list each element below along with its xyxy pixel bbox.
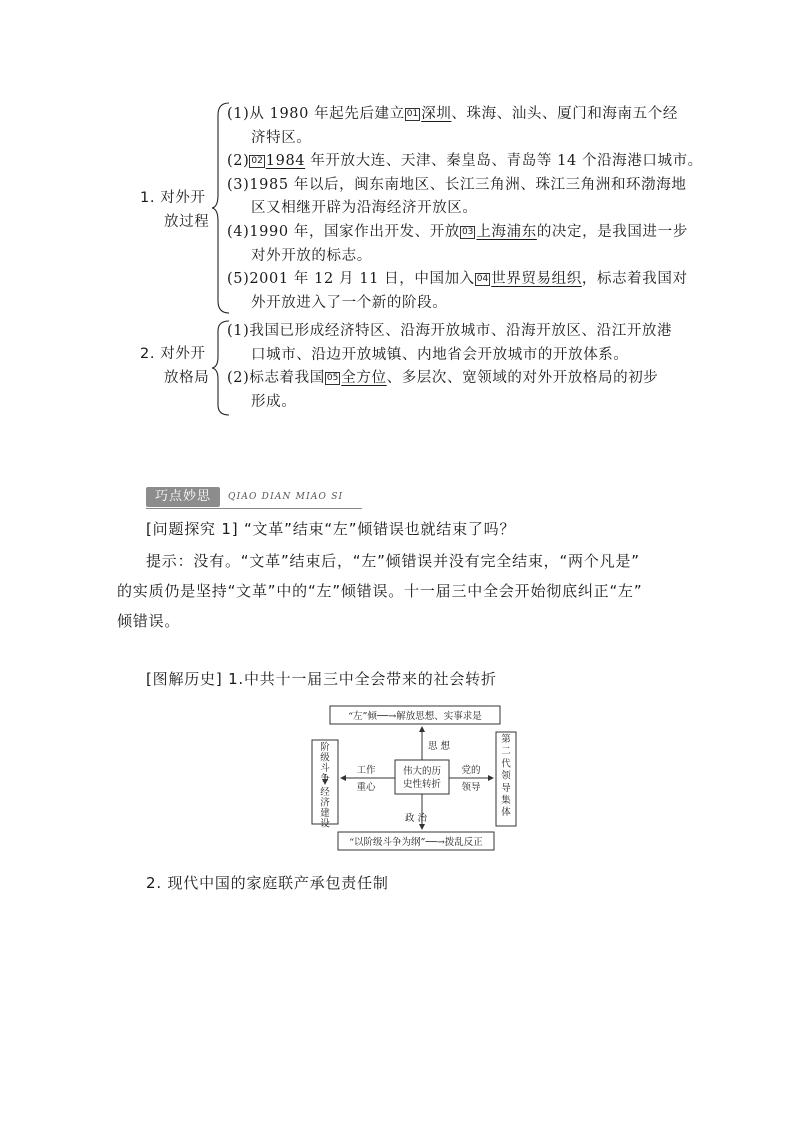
section-1-item-1-line-1 — [227, 102, 678, 123]
section-2-item-1-line-2 — [251, 343, 629, 364]
outline-section-2 — [0, 315, 794, 425]
answer-keyword: 全方位 — [341, 370, 387, 387]
line-text: (1)我国已形成经济特区、沿海开放城市、沿海开放区、沿江开放港 — [227, 323, 673, 339]
section-2-item-2-line-2 — [251, 390, 296, 411]
line-text: 外开放进入了一个新的阶段。 — [251, 294, 448, 311]
section-2-item-2-line-1 — [227, 366, 658, 387]
section-1-item-3-line-1 — [227, 173, 686, 194]
banner-title-tag — [146, 487, 220, 507]
bottom-box-text: “以阶级斗争为纲”──→拨乱反正 — [349, 837, 483, 848]
line-text: (2) — [227, 153, 250, 170]
section-1-item-4-line-1 — [227, 220, 688, 241]
section-1-item-4-line-2 — [251, 244, 372, 265]
line-text: (2)标志着我国 — [227, 370, 325, 387]
banner-pinyin: QIAO DIAN MIAO SI — [228, 492, 344, 502]
answer-number-badge: 02 — [251, 156, 263, 167]
flow-diagram — [300, 700, 530, 856]
section-2-label — [140, 342, 209, 387]
line-text: 区又相继开辟为沿海经济开放区。 — [251, 200, 478, 217]
section-1-item-3-line-2 — [251, 196, 478, 217]
label-party-line2: 领导 — [461, 782, 481, 793]
answer-number-badge: 04 — [476, 274, 489, 285]
answer-keyword: 1984 — [265, 153, 306, 170]
label-politics: 政 治 — [405, 813, 428, 824]
diagram-heading: [图解历史] 1.中共十一届三中全会带来的社会转折 — [146, 670, 497, 688]
banner-underline — [146, 508, 362, 509]
label-work-line2: 重心 — [356, 782, 376, 793]
section-1-label-line2: 放过程 — [164, 214, 210, 230]
left-box-top-text: 阶级斗争 — [320, 742, 330, 785]
line-text: (4)1990 年，国家作出开发、开放 — [227, 224, 460, 240]
right-box-text: 第二代领导集体 — [501, 734, 511, 819]
inquiry-question: [问题探究 1] “文革”结束“左”倾错误也就结束了吗？ — [146, 520, 516, 538]
answer-keyword: 深圳 — [421, 106, 452, 122]
line-text: 济特区。 — [251, 129, 312, 146]
line-text-tail: 、珠海、汕头、厦门和海南五个经 — [451, 106, 678, 122]
line-text-tail: ，标志着我国对 — [581, 271, 688, 288]
line-text: 对外开放的标志。 — [251, 247, 372, 264]
banner-title: 巧点妙思 — [154, 489, 211, 504]
line-text: (1)从 1980 年起先后建立 — [227, 106, 405, 122]
inquiry-answer-line-3: 倾错误。 — [117, 612, 181, 630]
label-party-line1: 党的 — [461, 765, 481, 776]
line-text-tail: 的决定，是我国进一步 — [536, 224, 688, 240]
answer-number-badge: 05 — [326, 373, 339, 384]
section-2-label-line2: 放格局 — [164, 370, 210, 386]
label-thought: 思 想 — [428, 741, 451, 752]
inquiry-answer-line-2: 的实质仍是坚持“文革”中的“左”倾错误。十一届三中全会开始彻底纠正“左” — [117, 582, 643, 600]
section-1-item-5-line-1 — [227, 267, 688, 288]
line-text: (3)1985 年以后，闽东南地区、长江三角洲、珠江三角洲和环渤海地 — [227, 176, 687, 193]
section-1-item-2-line-1 — [227, 149, 703, 170]
center-box-line1: 伟大的历 — [402, 766, 442, 777]
next-heading: 2. 现代中国的家庭联产承包责任制 — [146, 874, 389, 892]
center-box-line2: 史性转折 — [402, 779, 442, 790]
line-text: 形成。 — [251, 393, 297, 410]
answer-keyword: 世界贸易组织 — [491, 271, 582, 288]
line-text: 口城市、沿边开放城镇、内地省会开放城市的开放体系。 — [251, 346, 629, 363]
section-1-item-5-line-2 — [251, 291, 447, 312]
left-box-bottom-text: 经济建设 — [320, 787, 330, 830]
line-text-tail: 年开放大连、天津、秦皇岛、青岛等 14 个沿海港口城市。 — [305, 153, 703, 170]
inquiry-answer-line-1: 提示：没有。“文革”结束后，“左”倾错误并没有完全结束，“两个凡是” — [146, 552, 640, 570]
line-text-tail: 、多层次、宽领域的对外开放格局的初步 — [386, 370, 659, 387]
answer-number-badge: 03 — [461, 227, 474, 237]
section-2-item-1-line-1 — [227, 319, 672, 340]
section-1-item-1-line-2 — [251, 126, 311, 147]
outline-section-1 — [0, 0, 794, 320]
tips-banner — [146, 487, 362, 509]
top-box-text: “左”倾──→解放思想、实事求是 — [348, 711, 482, 722]
line-text: (5)2001 年 12 月 11 日，中国加入 — [227, 271, 475, 288]
answer-keyword: 上海浦东 — [476, 224, 537, 240]
section-1-label — [140, 186, 209, 231]
answer-number-badge: 01 — [406, 109, 419, 119]
section-1-label-line1: 1. 对外开 — [140, 190, 206, 206]
section-2-label-line1: 2. 对外开 — [140, 346, 206, 362]
label-work-line1: 工作 — [356, 765, 376, 776]
